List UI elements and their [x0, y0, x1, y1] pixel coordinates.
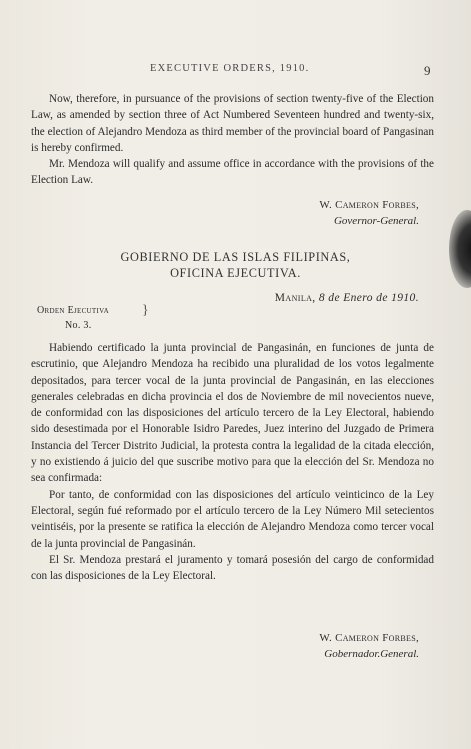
- spanish-paragraph-3: El Sr. Mendoza prestará el juramento y tomará posesión del cargo de conformidad con las disposiciones de la Ley Electoral.: [31, 553, 434, 583]
- order-designation: [37, 303, 109, 333]
- spanish-paragraph-2: Por tanto, de conformidad con las disposiciones del artículo veinticinco de la Ley Electoral, según fué reformado por el artículo tercero de la Ley Número Mil setecientos veintiséis, por la presente se ratifica la elección de Alejandro Mendoza como tercer vocal de la junta provincial de Pangasinán.: [31, 488, 434, 550]
- signature-name: W. Cameron Forbes,: [319, 632, 419, 644]
- order-number: No. 3.: [65, 320, 92, 331]
- date-text: 8 de Enero de 1910.: [318, 292, 419, 304]
- english-signature: [319, 197, 419, 229]
- signature-name: W. Cameron Forbes,: [319, 199, 419, 211]
- government-heading: GOBIERNO DE LAS ISLAS FILIPINAS,: [120, 250, 351, 264]
- spanish-signature: [319, 630, 419, 662]
- page-number: 9: [424, 63, 431, 78]
- english-paragraph-1: Now, therefore, in pursuance of the provisions of section twenty-five of the Election Law, as amended by section three of Act Numbered Seventeen hundred and twenty-six, the election of Alejandro Mendoza as third member of the provincial board of Pangasinan is hereby confirmed.: [31, 93, 434, 154]
- date-place: Manila,: [274, 292, 316, 304]
- spanish-paragraph-1: Habiendo certificado la junta provincial de Pangasinán, en funciones de junta de escrutinio, que Alejandro Mendoza ha recibido una pluralidad de los votos legalmente depositados, para tercer vocal de la junta provincial de Pangasinán, en las elecciones generales celebradas en dicha provincia el dos de Noviembre de mil novecientos nueve, de conformidad con las disposiciones del artículo tercero de la Ley Electoral, habiendo sido desestimada por el Honorable Isidro Paredes, Juez interino del Juzgado de Primera Instancia del Tercer Distrito Judicial, la protesta contra la legalidad de la citada elección, y no existiendo á juicio del que suscribe motivo para que la elección del Sr. Mendoza no sea confirmada:: [31, 342, 434, 485]
- signature-title: Governor-General.: [333, 215, 419, 227]
- office-heading: OFICINA EJECUTIVA.: [170, 266, 301, 280]
- order-brace: }: [142, 303, 149, 318]
- english-order-text: [31, 91, 434, 189]
- signature-title: Gobernador.General.: [324, 648, 419, 660]
- english-paragraph-2: Mr. Mendoza will qualify and assume office in accordance with the provisions of the Election Law.: [31, 158, 434, 187]
- spanish-order-text: [31, 340, 434, 584]
- order-label: Orden Ejecutiva: [37, 305, 109, 316]
- dateline: [275, 292, 419, 304]
- running-head: EXECUTIVE ORDERS, 1910.: [150, 63, 310, 74]
